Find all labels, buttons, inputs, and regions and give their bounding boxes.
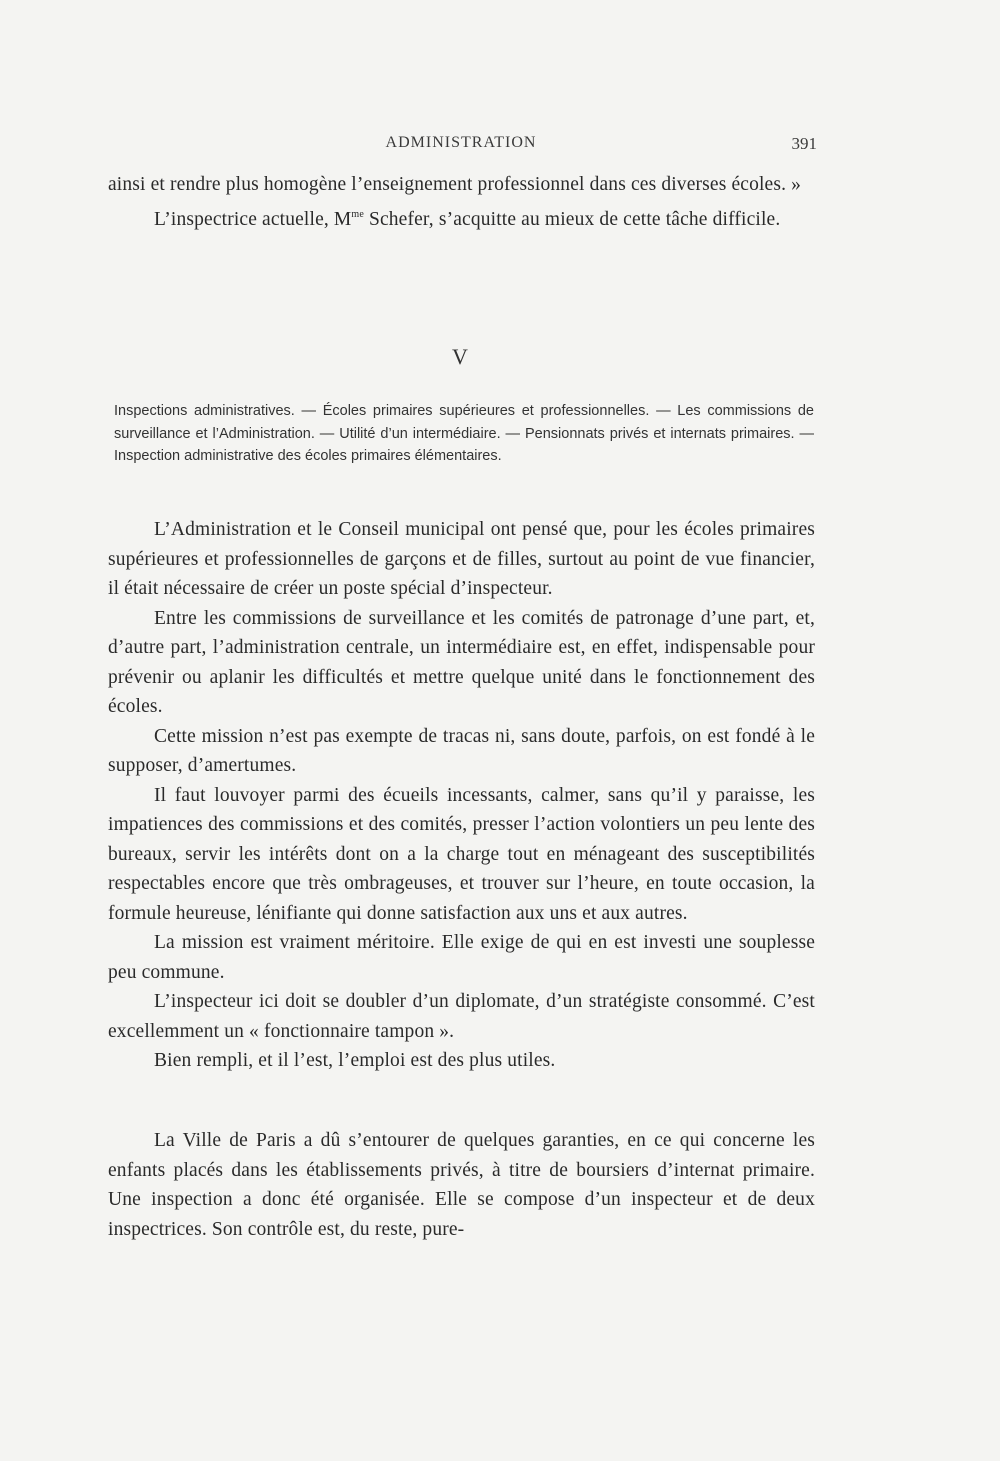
paragraph-continuation: ainsi et rendre plus homogène l’enseignement professionnel dans ces diverses écoles. »	[108, 174, 802, 195]
paragraph: La mission est vraiment méritoire. Elle exige de qui en est investi une souplesse peu commune.	[108, 932, 815, 983]
superscript-abbreviation: me	[351, 208, 364, 220]
closing-text-block	[108, 1126, 815, 1244]
paragraph: Entre les commissions de surveillance et les comités de patronage d’une part, et, d’autre part, l’administration centrale, un intermédiaire est, en effet, indispensable pour prévenir ou aplanir les difficultés et mettre quelque unité dans le fonctionnement des écoles.	[108, 607, 815, 717]
running-header	[105, 134, 817, 156]
paragraph: Cette mission n’est pas exempte de tracas ni, sans doute, parfois, on est fondé à le supposer, d’amertumes.	[108, 725, 815, 776]
paragraph: L’inspecteur ici doit se doubler d’un diplomate, d’un stratégiste consommé. C’est excellemment un « fonctionnaire tampon ».	[108, 991, 815, 1042]
section-summary: Inspections administratives. — Écoles primaires supérieures et professionnelles. — Les commissions de surveillance et l’Administration. — Utilité d’un intermédiaire. — Pensionnats privés et internats primaires. — Inspection administrative des écoles primaires élémentaires.	[114, 403, 814, 464]
paragraph-inspectrice	[108, 200, 815, 235]
paragraph: L’Administration et le Conseil municipal ont pensé que, pour les écoles primaires supérieures et professionnelles de garçons et de filles, surtout au point de vue financier, il était nécessaire de créer un poste spécial d’inspecteur.	[108, 519, 815, 599]
continuation-text-block	[108, 170, 815, 234]
paragraph: Il faut louvoyer parmi des écueils incessants, calmer, sans qu’il y paraisse, les impatiences des commissions et des comités, presser l’action volontiers un peu lente des bureaux, servir les intérêts dont on a la charge tout en ménageant des susceptibilités respectables encore que très ombrageuses, et trouver sur l’heure, en toute occasion, la formule heureuse, lénifiante qui donne satisfaction aux uns et aux autres.	[108, 784, 815, 924]
text-fragment: L’inspectrice actuelle, M	[154, 208, 352, 230]
paragraph: La Ville de Paris a dû s’entourer de quelques garanties, en ce qui concerne les enfants placés dans les établissements privés, à titre de boursiers d’internat primaire. Une inspection a donc été organisée. Elle se compose d’un inspecteur et de deux inspectrices. Son contrôle est, du reste, pure-	[108, 1130, 815, 1240]
main-text-block	[108, 515, 815, 1076]
section-numeral: V	[452, 344, 468, 369]
running-title: ADMINISTRATION	[385, 134, 537, 151]
page-number: 391	[791, 134, 817, 153]
text-fragment: Schefer, s’acquitte au mieux de cette tâche difficile.	[363, 208, 781, 230]
paragraph: Bien rempli, et il l’est, l’emploi est des plus utiles.	[154, 1050, 556, 1071]
